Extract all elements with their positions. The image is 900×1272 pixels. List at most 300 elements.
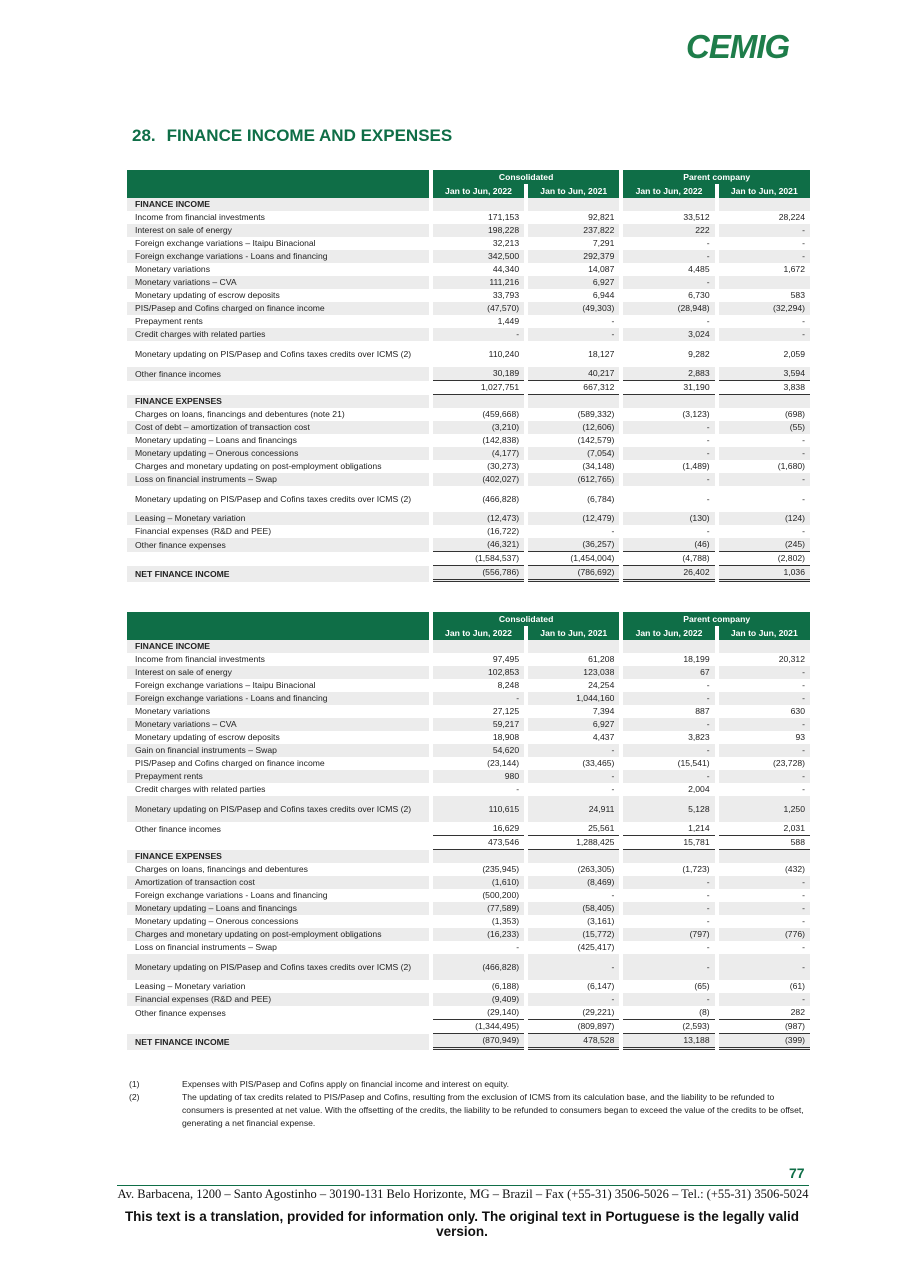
cell-value: 28,224 bbox=[778, 212, 805, 222]
cell-value: (30,273) bbox=[487, 461, 520, 471]
cell-value: - bbox=[802, 526, 805, 536]
net-total-row bbox=[127, 1034, 810, 1050]
table-row bbox=[127, 889, 810, 902]
table-row bbox=[127, 783, 810, 796]
cell-value: 6,927 bbox=[528, 718, 619, 731]
cell-value: 20,312 bbox=[778, 654, 805, 664]
cell-value: (4,177) bbox=[433, 447, 524, 460]
cell-value: 292,379 bbox=[528, 250, 619, 263]
cell-value: 67 bbox=[623, 666, 714, 679]
cell-value: - bbox=[719, 902, 810, 915]
row-label: Charges and monetary updating on post-employment obligations bbox=[127, 928, 429, 941]
cell-value: (500,200) bbox=[482, 890, 520, 900]
cell-value: - bbox=[623, 744, 714, 757]
cell-value: (1,454,004) bbox=[528, 552, 619, 566]
table-row bbox=[127, 993, 810, 1006]
footnote-2 bbox=[127, 1091, 812, 1130]
cell-value: (7,054) bbox=[528, 447, 619, 460]
subtotal-row bbox=[127, 1020, 810, 1034]
cell-value: - bbox=[623, 447, 714, 460]
cell-value: - bbox=[623, 902, 714, 915]
table-row bbox=[127, 447, 810, 460]
row-label: Monetary updating – Onerous concessions bbox=[127, 447, 429, 460]
cell-value: 3,024 bbox=[623, 328, 714, 341]
table-row bbox=[127, 653, 810, 666]
row-label: Foreign exchange variations - Loans and financing bbox=[127, 250, 429, 263]
cell-value bbox=[623, 640, 714, 653]
cell-value: 110,240 bbox=[488, 348, 520, 359]
cell-value: - bbox=[802, 680, 805, 690]
cell-value bbox=[528, 850, 619, 863]
cell-value: (698) bbox=[784, 409, 805, 419]
cell-value: - bbox=[802, 942, 805, 952]
cell-value: (16,722) bbox=[487, 526, 520, 536]
cell-value: - bbox=[802, 435, 805, 445]
table-row bbox=[127, 224, 810, 237]
row-label bbox=[127, 552, 429, 566]
cell-value: (29,221) bbox=[528, 1006, 619, 1020]
cell-value: - bbox=[433, 692, 524, 705]
table-row bbox=[127, 538, 810, 552]
cell-value: (28,948) bbox=[623, 302, 714, 315]
cell-value: 473,546 bbox=[433, 836, 524, 850]
cell-value: 980 bbox=[433, 770, 524, 783]
table-row bbox=[127, 250, 810, 263]
cell-value: - bbox=[719, 993, 810, 1006]
cell-value: 18,127 bbox=[588, 348, 615, 359]
row-label: NET FINANCE INCOME bbox=[127, 566, 429, 582]
footnote-marker: (1) bbox=[129, 1079, 140, 1089]
cell-value: - bbox=[611, 784, 615, 794]
footnote-1 bbox=[127, 1078, 812, 1091]
column-header: Jan to Jun, 2022 bbox=[433, 184, 524, 198]
cell-value: (23,144) bbox=[487, 758, 520, 768]
cell-value: (6,188) bbox=[491, 981, 520, 991]
cell-value: - bbox=[516, 784, 520, 794]
footer-divider bbox=[117, 1185, 809, 1186]
cell-value: 15,781 bbox=[623, 836, 714, 850]
cell-value: 887 bbox=[695, 706, 710, 716]
row-label: Financial expenses (R&D and PEE) bbox=[135, 526, 272, 536]
cell-value bbox=[719, 850, 810, 863]
cell-value: (29,140) bbox=[433, 1006, 524, 1020]
cell-value bbox=[433, 640, 524, 653]
cell-value: (1,344,495) bbox=[433, 1020, 524, 1034]
cell-value: - bbox=[623, 473, 714, 486]
cell-value: (466,828) bbox=[433, 954, 524, 980]
translation-disclaimer: This text is a translation, provided for information only. The original text in Portuguese is the legally valid version. bbox=[124, 1209, 800, 1239]
cell-value: 14,087 bbox=[588, 264, 615, 274]
table-row bbox=[127, 692, 810, 705]
cell-value: 5,128 bbox=[623, 796, 714, 822]
cell-value: - bbox=[706, 916, 710, 926]
cell-value: (556,786) bbox=[433, 566, 524, 582]
subtotal-row bbox=[127, 381, 810, 395]
table-row bbox=[127, 666, 810, 679]
table-row bbox=[127, 902, 810, 915]
table-row bbox=[127, 863, 810, 876]
row-label: Foreign exchange variations - Loans and financing bbox=[127, 692, 429, 705]
cell-value: - bbox=[623, 276, 714, 289]
cell-value: (1,723) bbox=[682, 864, 710, 874]
row-label: Prepayment rents bbox=[127, 770, 429, 783]
row-label: Other finance expenses bbox=[135, 1007, 226, 1018]
cell-value: (797) bbox=[623, 928, 714, 941]
row-label: Financial expenses (R&D and PEE) bbox=[127, 993, 429, 1006]
cell-value: (142,838) bbox=[482, 435, 520, 445]
cell-value: 7,394 bbox=[592, 706, 615, 716]
cell-value: - bbox=[719, 447, 810, 460]
cell-value: 1,250 bbox=[719, 796, 810, 822]
cell-value: - bbox=[623, 876, 714, 889]
section-title bbox=[132, 126, 452, 146]
cemig-logo bbox=[686, 28, 808, 68]
cell-value: - bbox=[719, 718, 810, 731]
column-header: Jan to Jun, 2021 bbox=[528, 184, 619, 198]
cell-value: - bbox=[528, 744, 619, 757]
column-header: Jan to Jun, 2022 bbox=[623, 626, 714, 640]
cell-value: - bbox=[719, 744, 810, 757]
cell-value: - bbox=[528, 770, 619, 783]
cell-value: 1,449 bbox=[497, 316, 520, 326]
column-header: Jan to Jun, 2021 bbox=[528, 626, 619, 640]
cell-value: 92,821 bbox=[588, 212, 615, 222]
table-row bbox=[127, 941, 810, 954]
table-row bbox=[127, 1006, 810, 1020]
cell-value: - bbox=[719, 954, 810, 980]
cell-value: 3,823 bbox=[688, 732, 710, 742]
cell-value: - bbox=[623, 250, 714, 263]
row-label: Leasing – Monetary variation bbox=[127, 512, 429, 525]
row-label: PIS/Pasep and Cofins charged on finance income bbox=[127, 302, 429, 315]
cell-value: (12,606) bbox=[528, 421, 619, 434]
cell-value: (55) bbox=[719, 421, 810, 434]
row-label: Monetary updating of escrow deposits bbox=[135, 732, 280, 742]
net-total-row bbox=[127, 566, 810, 582]
table-row bbox=[127, 408, 810, 421]
cell-value: (776) bbox=[719, 928, 810, 941]
cell-value: 6,927 bbox=[528, 276, 619, 289]
table-row bbox=[127, 211, 810, 224]
cell-value: (425,417) bbox=[577, 942, 615, 952]
row-label: Monetary updating of escrow deposits bbox=[135, 290, 280, 300]
table-row bbox=[127, 980, 810, 993]
cell-value: - bbox=[623, 718, 714, 731]
cell-value: 2,059 bbox=[783, 348, 805, 359]
cell-value bbox=[623, 850, 714, 863]
cell-value: (46) bbox=[623, 538, 714, 552]
cell-value: 59,217 bbox=[433, 718, 524, 731]
section-heading-row bbox=[127, 640, 810, 653]
cell-value bbox=[623, 198, 714, 211]
column-header-row bbox=[127, 626, 810, 640]
cell-value: 1,027,751 bbox=[433, 381, 524, 395]
cell-value: 61,208 bbox=[588, 654, 615, 664]
cell-value: 8,248 bbox=[497, 680, 520, 690]
cell-value bbox=[433, 198, 524, 211]
row-label: NET FINANCE INCOME bbox=[127, 1034, 429, 1050]
subtotal-row bbox=[127, 836, 810, 850]
table-row bbox=[127, 744, 810, 757]
cell-value: (58,405) bbox=[528, 902, 619, 915]
cell-value: (245) bbox=[719, 538, 810, 552]
cell-value: (8) bbox=[623, 1006, 714, 1020]
cell-value: 6,944 bbox=[592, 290, 615, 300]
cell-value bbox=[528, 198, 619, 211]
cell-value: (987) bbox=[719, 1020, 810, 1034]
cell-value: - bbox=[433, 328, 524, 341]
cell-value: - bbox=[719, 770, 810, 783]
row-label: Interest on sale of energy bbox=[127, 224, 429, 237]
group-header: Parent company bbox=[623, 612, 810, 626]
row-label: Monetary variations – CVA bbox=[127, 718, 429, 731]
row-label: FINANCE EXPENSES bbox=[127, 395, 429, 408]
cell-value: - bbox=[719, 473, 810, 486]
cell-value: (432) bbox=[784, 864, 805, 874]
row-label: Interest on sale of energy bbox=[127, 666, 429, 679]
cell-value: 3,594 bbox=[719, 367, 810, 381]
row-label: PIS/Pasep and Cofins charged on finance income bbox=[135, 758, 325, 768]
cell-value: (459,668) bbox=[482, 409, 520, 419]
table-row bbox=[127, 525, 810, 538]
cell-value: - bbox=[802, 238, 805, 248]
table-row bbox=[127, 512, 810, 525]
cell-value: 27,125 bbox=[492, 706, 520, 716]
footer-address: Av. Barbacena, 1200 – Santo Agostinho – 30190-131 Belo Horizonte, MG – Brazil – Fax (+55-31) 3506-5026 – Tel.: (+55-31) 3506-5024 bbox=[117, 1187, 809, 1201]
cell-value: (1,353) bbox=[491, 916, 520, 926]
finance-table-2 bbox=[127, 612, 810, 1050]
cell-value: (612,765) bbox=[528, 473, 619, 486]
row-label: Prepayment rents bbox=[135, 316, 203, 326]
column-header: Jan to Jun, 2022 bbox=[623, 184, 714, 198]
cell-value: - bbox=[802, 784, 805, 794]
cell-value: (1,489) bbox=[682, 461, 710, 471]
row-label: Monetary updating – Loans and financings bbox=[127, 902, 429, 915]
cell-value: 6,730 bbox=[688, 290, 710, 300]
cell-value: (34,148) bbox=[582, 461, 615, 471]
cell-value: - bbox=[802, 916, 805, 926]
section-heading-row bbox=[127, 198, 810, 211]
table-row bbox=[127, 289, 810, 302]
cell-value: (23,728) bbox=[772, 758, 805, 768]
cell-value: (6,784) bbox=[587, 493, 615, 504]
cell-value: - bbox=[611, 890, 615, 900]
cell-value: 54,620 bbox=[433, 744, 524, 757]
cell-value: 237,822 bbox=[528, 224, 619, 237]
cell-value: - bbox=[719, 224, 810, 237]
cell-value: - bbox=[528, 954, 619, 980]
cell-value: (124) bbox=[719, 512, 810, 525]
table-row bbox=[127, 421, 810, 434]
cell-value: 2,031 bbox=[719, 822, 810, 836]
group-header-row bbox=[127, 170, 810, 184]
row-label: Charges on loans, financings and debentures bbox=[135, 864, 308, 874]
cell-value: 1,214 bbox=[623, 822, 714, 836]
row-label: Credit charges with related parties bbox=[135, 784, 266, 794]
cell-value: 33,793 bbox=[492, 290, 520, 300]
cell-value bbox=[719, 276, 810, 289]
cell-value: (15,541) bbox=[677, 758, 710, 768]
cell-value: (399) bbox=[719, 1034, 810, 1050]
cell-value: (3,123) bbox=[682, 409, 710, 419]
cell-value: (2,593) bbox=[623, 1020, 714, 1034]
cell-value: 342,500 bbox=[433, 250, 524, 263]
row-label: Other finance incomes bbox=[127, 367, 429, 381]
row-label: FINANCE INCOME bbox=[127, 640, 429, 653]
cell-value: 1,672 bbox=[783, 264, 805, 274]
cell-value: (33,465) bbox=[582, 758, 615, 768]
cell-value: - bbox=[528, 993, 619, 1006]
row-label: FINANCE EXPENSES bbox=[127, 850, 429, 863]
cell-value: 18,199 bbox=[683, 654, 710, 664]
row-label bbox=[127, 836, 429, 850]
cell-value: 2,004 bbox=[688, 784, 710, 794]
table-row bbox=[127, 315, 810, 328]
cell-value: (1,680) bbox=[777, 461, 805, 471]
table-row bbox=[127, 460, 810, 473]
cell-value: 111,216 bbox=[433, 276, 524, 289]
cell-value: 16,629 bbox=[433, 822, 524, 836]
cell-value: 9,282 bbox=[688, 348, 710, 359]
cell-value: 123,038 bbox=[528, 666, 619, 679]
finance-table-1 bbox=[127, 170, 810, 582]
cell-value: 1,044,160 bbox=[528, 692, 619, 705]
cell-value: 3,838 bbox=[719, 381, 810, 395]
group-header-row bbox=[127, 612, 810, 626]
cell-value bbox=[433, 850, 524, 863]
row-label: Monetary updating – Onerous concessions bbox=[135, 916, 299, 926]
cell-value: 102,853 bbox=[433, 666, 524, 679]
table-row bbox=[127, 915, 810, 928]
cell-value: (466,828) bbox=[482, 493, 520, 504]
cell-value: 583 bbox=[790, 290, 805, 300]
table-row bbox=[127, 302, 810, 315]
cell-value: 4,437 bbox=[592, 732, 615, 742]
row-label: Gain on financial instruments – Swap bbox=[127, 744, 429, 757]
row-label: Other finance expenses bbox=[127, 538, 429, 552]
row-label bbox=[127, 1020, 429, 1034]
cell-value: - bbox=[706, 890, 710, 900]
cell-value: (47,570) bbox=[433, 302, 524, 315]
cell-value: 667,312 bbox=[528, 381, 619, 395]
table-row bbox=[127, 928, 810, 941]
row-label: Foreign exchange variations – Itaipu Binacional bbox=[135, 238, 316, 248]
group-header: Parent company bbox=[623, 170, 810, 184]
cell-value: - bbox=[719, 666, 810, 679]
row-label: Monetary updating on PIS/Pasep and Cofins taxes credits over ICMS (2) bbox=[135, 493, 412, 504]
row-label: Monetary updating – Loans and financings bbox=[135, 435, 297, 445]
cell-value: - bbox=[706, 238, 710, 248]
cell-value: 31,190 bbox=[623, 381, 714, 395]
cell-value: - bbox=[719, 876, 810, 889]
footnote-marker: (2) bbox=[129, 1092, 140, 1102]
column-header: Jan to Jun, 2021 bbox=[719, 626, 810, 640]
table-row bbox=[127, 705, 810, 718]
cell-value: 13,188 bbox=[623, 1034, 714, 1050]
row-label: Charges and monetary updating on post-employment obligations bbox=[135, 461, 382, 471]
cell-value: - bbox=[623, 421, 714, 434]
table-row bbox=[127, 770, 810, 783]
cell-value: 478,528 bbox=[528, 1034, 619, 1050]
cell-value: - bbox=[706, 316, 710, 326]
cell-value bbox=[528, 640, 619, 653]
table-row bbox=[127, 341, 810, 367]
footnote-text: Expenses with PIS/Pasep and Cofins apply on financial income and interest on equity. bbox=[182, 1079, 510, 1089]
cell-value bbox=[433, 395, 524, 408]
cell-value: 24,911 bbox=[528, 796, 619, 822]
cell-value: 1,036 bbox=[719, 566, 810, 582]
cell-value: - bbox=[623, 692, 714, 705]
page-number: 77 bbox=[789, 1165, 805, 1181]
cell-value: 4,485 bbox=[688, 264, 710, 274]
cell-value: 110,615 bbox=[433, 796, 524, 822]
section-heading-row bbox=[127, 395, 810, 408]
cell-value: (9,409) bbox=[433, 993, 524, 1006]
cell-value: 97,495 bbox=[492, 654, 520, 664]
cell-value: (65) bbox=[694, 981, 710, 991]
cell-value: (1,610) bbox=[433, 876, 524, 889]
cell-value: - bbox=[719, 250, 810, 263]
row-label: Loss on financial instruments – Swap bbox=[135, 942, 277, 952]
row-label: Monetary updating on PIS/Pasep and Cofins taxes credits over ICMS (2) bbox=[135, 348, 412, 359]
cell-value: - bbox=[516, 942, 520, 952]
cell-value: - bbox=[802, 890, 805, 900]
cell-value: - bbox=[611, 316, 615, 326]
cell-value: (130) bbox=[623, 512, 714, 525]
cell-value: (32,294) bbox=[719, 302, 810, 315]
row-label: Foreign exchange variations – Itaipu Binacional bbox=[135, 680, 316, 690]
cell-value: (235,945) bbox=[482, 864, 520, 874]
row-label: Amortization of transaction cost bbox=[127, 876, 429, 889]
cell-value: (4,788) bbox=[623, 552, 714, 566]
cell-value: (61) bbox=[789, 981, 805, 991]
cell-value: (870,949) bbox=[433, 1034, 524, 1050]
cell-value: 18,908 bbox=[492, 732, 520, 742]
row-label: Credit charges with related parties bbox=[127, 328, 429, 341]
cell-value: 1,288,425 bbox=[528, 836, 619, 850]
cell-value: (15,772) bbox=[528, 928, 619, 941]
cell-value bbox=[623, 395, 714, 408]
group-header: Consolidated bbox=[433, 170, 620, 184]
cell-value bbox=[719, 640, 810, 653]
table-row bbox=[127, 718, 810, 731]
row-label: Income from financial investments bbox=[135, 212, 265, 222]
cell-value: (12,473) bbox=[433, 512, 524, 525]
row-label: Charges on loans, financings and debentures (note 21) bbox=[135, 409, 345, 419]
cell-value: 33,512 bbox=[683, 212, 710, 222]
cell-value: - bbox=[719, 692, 810, 705]
cell-value: (263,305) bbox=[577, 864, 615, 874]
cell-value: (809,897) bbox=[528, 1020, 619, 1034]
section-heading-row bbox=[127, 850, 810, 863]
cell-value: 7,291 bbox=[592, 238, 615, 248]
table-row bbox=[127, 796, 810, 822]
column-header-row bbox=[127, 184, 810, 198]
cell-value: - bbox=[528, 328, 619, 341]
row-label: Foreign exchange variations - Loans and financing bbox=[135, 890, 328, 900]
cell-value: (1,584,537) bbox=[433, 552, 524, 566]
row-label bbox=[127, 381, 429, 395]
column-header: Jan to Jun, 2021 bbox=[719, 184, 810, 198]
cell-value bbox=[719, 198, 810, 211]
row-label: FINANCE INCOME bbox=[127, 198, 429, 211]
cell-value bbox=[528, 395, 619, 408]
cell-value: - bbox=[802, 316, 805, 326]
table-row bbox=[127, 276, 810, 289]
cell-value: 24,254 bbox=[588, 680, 615, 690]
cell-value: (36,257) bbox=[528, 538, 619, 552]
row-label: Monetary updating on PIS/Pasep and Cofins taxes credits over ICMS (2) bbox=[127, 796, 429, 822]
